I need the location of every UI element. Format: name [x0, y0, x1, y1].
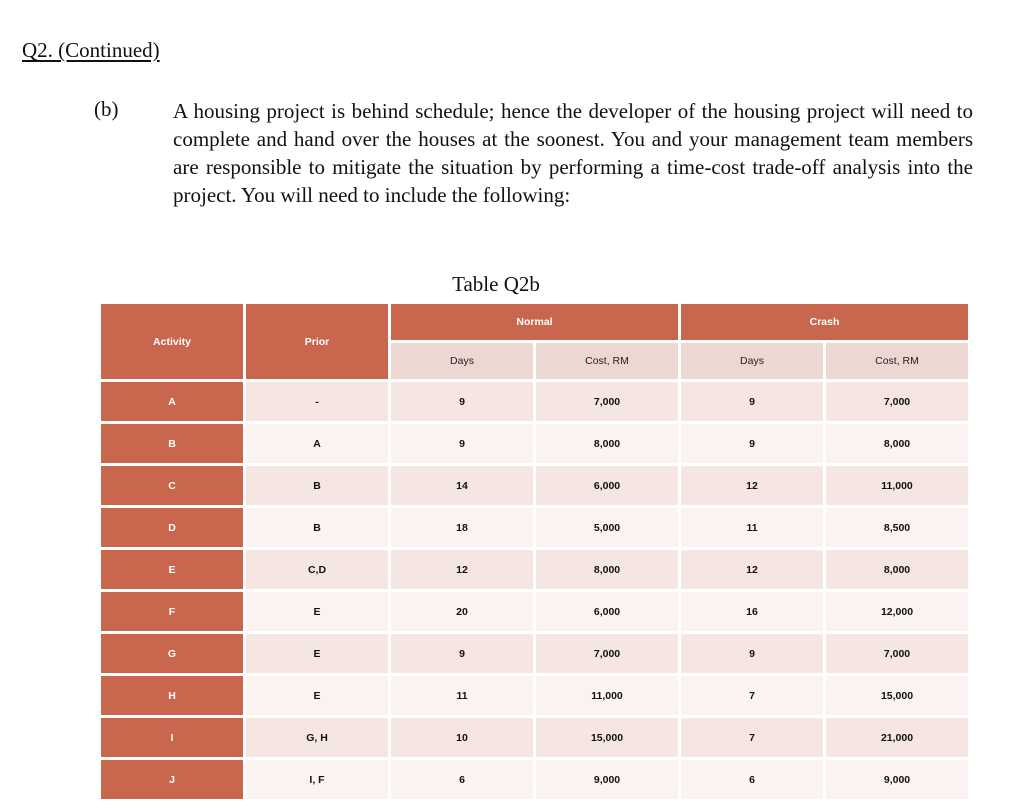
prior-cell: I, F	[246, 760, 388, 799]
normal-days-cell: 10	[391, 718, 533, 757]
normal-cost-cell: 6,000	[536, 592, 678, 631]
crash-cost-cell: 8,500	[826, 508, 968, 547]
normal-cost-cell: 11,000	[536, 676, 678, 715]
table-row	[101, 550, 968, 589]
normal-cost-cell: 8,000	[536, 424, 678, 463]
normal-cost-cell: 7,000	[536, 382, 678, 421]
normal-days-cell: 18	[391, 508, 533, 547]
part-label: (b)	[94, 97, 119, 121]
activity-cell: B	[101, 424, 243, 463]
prior-cell: B	[246, 466, 388, 505]
normal-days-cell: 12	[391, 550, 533, 589]
prior-cell: -	[246, 382, 388, 421]
table-row	[101, 676, 968, 715]
crash-cost-cell: 9,000	[826, 760, 968, 799]
normal-days-cell: 14	[391, 466, 533, 505]
normal-cost-cell: 6,000	[536, 466, 678, 505]
normal-cost-cell: 7,000	[536, 634, 678, 673]
crash-cost-cell: 8,000	[826, 424, 968, 463]
normal-days-cell: 6	[391, 760, 533, 799]
activity-cell: D	[101, 508, 243, 547]
normal-days-cell: 9	[391, 634, 533, 673]
table-row	[101, 382, 968, 421]
crash-days-cell: 9	[681, 424, 823, 463]
prior-cell: G, H	[246, 718, 388, 757]
prior-cell: E	[246, 634, 388, 673]
table-caption: Table Q2b	[452, 272, 540, 296]
prior-cell: E	[246, 592, 388, 631]
table-row	[101, 592, 968, 631]
normal-days-cell: 11	[391, 676, 533, 715]
crash-cost-cell: 12,000	[826, 592, 968, 631]
activity-cell: E	[101, 550, 243, 589]
normal-cost-header: Cost, RM	[536, 343, 678, 379]
table-row	[101, 466, 968, 505]
crash-days-cell: 12	[681, 550, 823, 589]
normal-days-cell: 20	[391, 592, 533, 631]
normal-cost-cell: 8,000	[536, 550, 678, 589]
table-caption-wrap	[0, 272, 1024, 297]
col-activity-header: Activity	[101, 304, 243, 379]
activity-cell: J	[101, 760, 243, 799]
group-crash-header: Crash	[681, 304, 968, 340]
prior-cell: C,D	[246, 550, 388, 589]
normal-days-cell: 9	[391, 382, 533, 421]
crash-cost-cell: 7,000	[826, 634, 968, 673]
normal-days-cell: 9	[391, 424, 533, 463]
crash-days-cell: 16	[681, 592, 823, 631]
table-row	[101, 508, 968, 547]
question-heading: Q2. (Continued)	[22, 38, 160, 62]
crash-days-cell: 11	[681, 508, 823, 547]
table-row	[101, 424, 968, 463]
normal-days-header: Days	[391, 343, 533, 379]
crash-cost-header: Cost, RM	[826, 343, 968, 379]
group-normal-header: Normal	[391, 304, 678, 340]
crash-cost-cell: 7,000	[826, 382, 968, 421]
activity-cell: A	[101, 382, 243, 421]
crash-days-cell: 9	[681, 382, 823, 421]
prior-cell: E	[246, 676, 388, 715]
table-row	[101, 760, 968, 799]
activity-cell: G	[101, 634, 243, 673]
prior-cell: A	[246, 424, 388, 463]
crash-days-cell: 6	[681, 760, 823, 799]
normal-cost-cell: 15,000	[536, 718, 678, 757]
normal-cost-cell: 9,000	[536, 760, 678, 799]
activity-cell: H	[101, 676, 243, 715]
table-row	[101, 718, 968, 757]
crash-cost-cell: 15,000	[826, 676, 968, 715]
activity-cell: F	[101, 592, 243, 631]
table-row	[101, 634, 968, 673]
normal-cost-cell: 5,000	[536, 508, 678, 547]
crash-days-cell: 12	[681, 466, 823, 505]
question-paragraph: A housing project is behind schedule; hence the developer of the housing project will need to complete and hand over the houses at the soonest. You and your management team members are responsible to mitigate the situation by performing a time-cost trade-off analysis into the project. You will need to include the following:	[173, 99, 973, 207]
crash-days-cell: 7	[681, 676, 823, 715]
activity-cell: C	[101, 466, 243, 505]
activity-table	[98, 301, 971, 802]
crash-days-header: Days	[681, 343, 823, 379]
crash-days-cell: 7	[681, 718, 823, 757]
crash-cost-cell: 11,000	[826, 466, 968, 505]
activity-cell: I	[101, 718, 243, 757]
crash-cost-cell: 21,000	[826, 718, 968, 757]
col-prior-header: Prior	[246, 304, 388, 379]
prior-cell: B	[246, 508, 388, 547]
crash-cost-cell: 8,000	[826, 550, 968, 589]
crash-days-cell: 9	[681, 634, 823, 673]
